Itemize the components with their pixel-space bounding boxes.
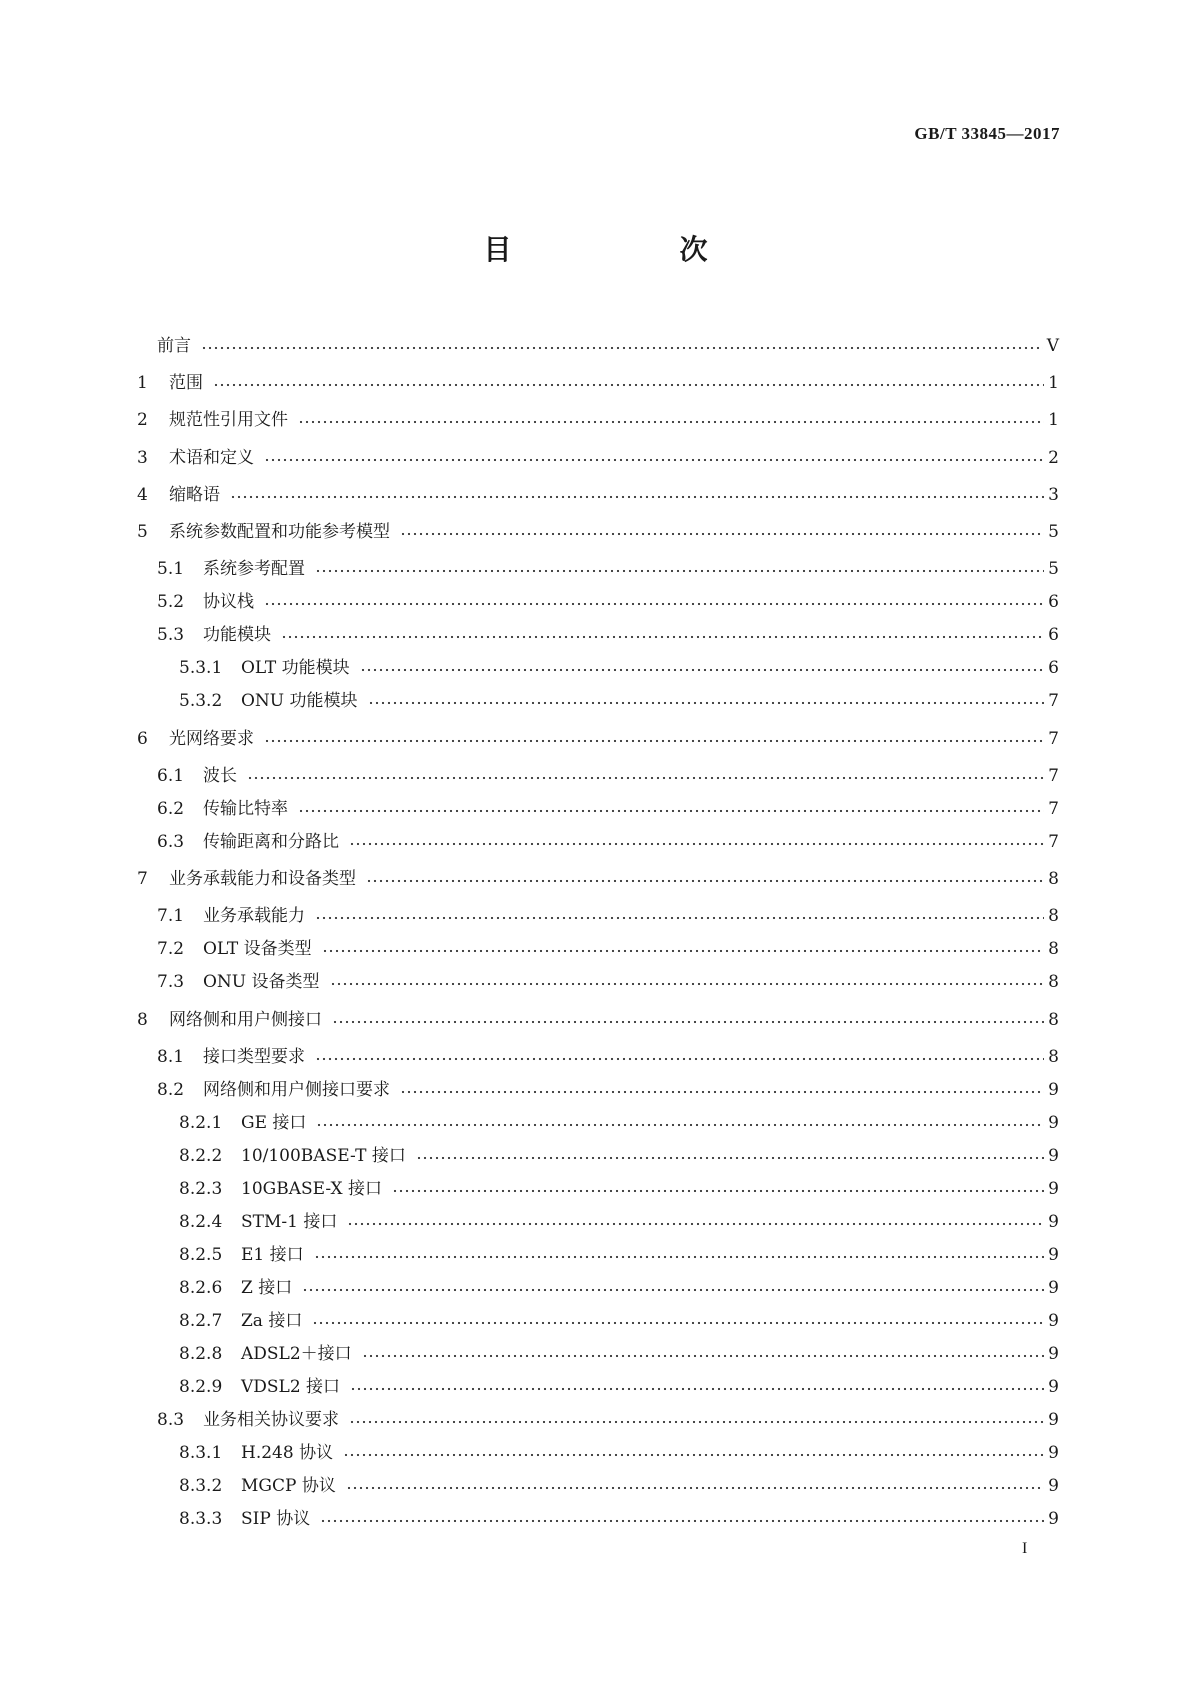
toc-row[interactable] <box>137 1309 1059 1333</box>
dot-leader <box>346 1474 1044 1498</box>
toc-number: 3 <box>137 448 148 468</box>
toc-entry-title: 10GBASE-X 接口 <box>241 1179 382 1199</box>
toc-page: 6 <box>1048 592 1059 612</box>
toc-number: 8.2.7 <box>179 1311 223 1331</box>
toc-entry-title: 系统参数配置和功能参考模型 <box>169 522 390 542</box>
toc-entry-title: STM-1 接口 <box>241 1212 338 1232</box>
toc-row[interactable] <box>137 1008 1059 1032</box>
toc-row[interactable] <box>137 1045 1059 1069</box>
toc-page: 9 <box>1048 1344 1059 1364</box>
toc-number: 5.1 <box>157 559 185 579</box>
dot-leader <box>264 727 1044 751</box>
toc-entry-title: 业务承载能力 <box>203 906 305 926</box>
toc-page: 9 <box>1048 1410 1059 1430</box>
toc-row[interactable] <box>137 590 1059 614</box>
toc-page: 7 <box>1048 832 1059 852</box>
toc-row[interactable] <box>137 446 1059 470</box>
toc-number: 8 <box>137 1010 148 1030</box>
toc-list <box>137 0 1059 1600</box>
toc-entry-title: E1 接口 <box>241 1245 304 1265</box>
toc-row[interactable] <box>137 904 1059 928</box>
standard-code: GB/T 33845—2017 <box>914 124 1060 143</box>
dot-leader <box>315 904 1044 928</box>
toc-number: 8.3.3 <box>179 1509 223 1529</box>
toc-entry-title: 范围 <box>169 373 203 393</box>
toc-entry-title: VDSL2 接口 <box>241 1377 341 1397</box>
toc-number: 7.2 <box>157 939 185 959</box>
dot-leader <box>360 656 1045 680</box>
toc-row[interactable] <box>137 1342 1059 1366</box>
toc-entry-title: ONU 设备类型 <box>203 972 320 992</box>
toc-number: 8.2.9 <box>179 1377 223 1397</box>
toc-page: 9 <box>1048 1146 1059 1166</box>
toc-row[interactable] <box>137 867 1059 891</box>
toc-page: 8 <box>1048 939 1059 959</box>
toc-row[interactable] <box>137 334 1059 358</box>
toc-number: 6.3 <box>157 832 185 852</box>
toc-row[interactable] <box>137 797 1059 821</box>
toc-page: 8 <box>1048 1047 1059 1067</box>
toc-entry-title: 接口类型要求 <box>203 1047 305 1067</box>
dot-leader <box>392 1177 1044 1201</box>
toc-row[interactable] <box>137 1144 1059 1168</box>
toc-row[interactable] <box>137 520 1059 544</box>
dot-leader <box>314 1243 1045 1267</box>
toc-row[interactable] <box>137 1375 1059 1399</box>
toc-number: 8.2.1 <box>179 1113 223 1133</box>
toc-row[interactable] <box>137 656 1059 680</box>
toc-entry-title: MGCP 协议 <box>241 1476 336 1496</box>
toc-page: 8 <box>1048 869 1059 889</box>
toc-number: 8.2 <box>157 1080 185 1100</box>
dot-leader <box>320 1507 1044 1531</box>
toc-entry-title: 波长 <box>203 766 237 786</box>
toc-number: 4 <box>137 485 148 505</box>
toc-row[interactable] <box>137 689 1059 713</box>
toc-number: 5.3 <box>157 625 185 645</box>
toc-number: 5.2 <box>157 592 185 612</box>
toc-page: 2 <box>1048 448 1059 468</box>
dot-leader <box>330 970 1045 994</box>
toc-page: 8 <box>1048 1010 1059 1030</box>
toc-entry-title: ADSL2＋接口 <box>241 1344 352 1364</box>
dot-leader <box>298 408 1044 432</box>
toc-page: 1 <box>1048 410 1059 430</box>
toc-number: 5.3.1 <box>179 658 223 678</box>
toc-page: 9 <box>1048 1443 1059 1463</box>
toc-number: 7 <box>137 869 148 889</box>
toc-page: 9 <box>1048 1377 1059 1397</box>
dot-leader <box>316 1111 1044 1135</box>
dot-leader <box>350 1375 1044 1399</box>
toc-row[interactable] <box>137 483 1059 507</box>
toc-page: 9 <box>1048 1113 1059 1133</box>
toc-row[interactable] <box>137 830 1059 854</box>
toc-page: 3 <box>1048 485 1059 505</box>
toc-page: 6 <box>1048 658 1059 678</box>
toc-entry-title: 10/100BASE-T 接口 <box>241 1146 406 1166</box>
toc-row[interactable] <box>137 1276 1059 1300</box>
toc-page: 9 <box>1048 1080 1059 1100</box>
toc-page: 9 <box>1048 1245 1059 1265</box>
toc-row[interactable] <box>137 371 1059 395</box>
toc-number: 7.1 <box>157 906 185 926</box>
toc-number: 8.1 <box>157 1047 185 1067</box>
toc-entry-title: OLT 设备类型 <box>203 939 312 959</box>
page-title: 目 次 <box>483 233 778 266</box>
toc-row[interactable] <box>137 764 1059 788</box>
toc-page: 7 <box>1048 729 1059 749</box>
dot-leader <box>349 830 1044 854</box>
dot-leader <box>368 689 1045 713</box>
toc-number: 6.1 <box>157 766 185 786</box>
toc-number: 8.2.6 <box>179 1278 223 1298</box>
toc-number: 6 <box>137 729 148 749</box>
dot-leader <box>349 1408 1044 1432</box>
toc-entry-title: 光网络要求 <box>169 729 254 749</box>
dot-leader <box>315 557 1044 581</box>
toc-page: 9 <box>1048 1311 1059 1331</box>
toc-row[interactable] <box>137 1177 1059 1201</box>
toc-page: 5 <box>1048 559 1059 579</box>
toc-entry-title: Z 接口 <box>241 1278 293 1298</box>
dot-leader <box>213 371 1044 395</box>
toc-number: 8.2.4 <box>179 1212 223 1232</box>
toc-number: 5.3.2 <box>179 691 223 711</box>
toc-page: 5 <box>1048 522 1059 542</box>
dot-leader <box>322 937 1045 961</box>
dot-leader <box>332 1008 1044 1032</box>
toc-entry-title: Za 接口 <box>241 1311 303 1331</box>
toc-page: V <box>1046 336 1059 356</box>
toc-number: 7.3 <box>157 972 185 992</box>
toc-entry-title: 系统参考配置 <box>203 559 305 579</box>
toc-row[interactable] <box>137 1243 1059 1267</box>
toc-page: 7 <box>1048 799 1059 819</box>
toc-page: 9 <box>1048 1212 1059 1232</box>
toc-entry-title: SIP 协议 <box>241 1509 311 1529</box>
toc-entry-title: GE 接口 <box>241 1113 307 1133</box>
toc-page: 9 <box>1048 1179 1059 1199</box>
toc-page: 9 <box>1048 1278 1059 1298</box>
dot-leader <box>302 1276 1044 1300</box>
dot-leader <box>343 1441 1044 1465</box>
toc-number: 8.3 <box>157 1410 185 1430</box>
toc-row[interactable] <box>137 623 1059 647</box>
toc-number: 6.2 <box>157 799 185 819</box>
dot-leader <box>230 483 1044 507</box>
toc-number: 8.3.2 <box>179 1476 223 1496</box>
toc-entry-title: 网络侧和用户侧接口要求 <box>203 1080 390 1100</box>
toc-entry-title: 术语和定义 <box>169 448 254 468</box>
toc-number: 8.2.8 <box>179 1344 223 1364</box>
dot-leader <box>347 1210 1044 1234</box>
toc-page: 6 <box>1048 625 1059 645</box>
dot-leader <box>315 1045 1044 1069</box>
dot-leader <box>264 446 1044 470</box>
dot-leader <box>312 1309 1044 1333</box>
toc-number: 8.2.2 <box>179 1146 223 1166</box>
toc-row[interactable] <box>137 1408 1059 1432</box>
dot-leader <box>416 1144 1044 1168</box>
dot-leader <box>201 334 1043 358</box>
toc-number: 8.3.1 <box>179 1443 223 1463</box>
toc-page: 1 <box>1048 373 1059 393</box>
toc-entry-title: 业务承载能力和设备类型 <box>169 869 356 889</box>
toc-entry-title: H.248 协议 <box>241 1443 334 1463</box>
toc-entry-title: 前言 <box>157 336 191 356</box>
dot-leader <box>281 623 1044 647</box>
toc-row[interactable] <box>137 408 1059 432</box>
toc-number: 2 <box>137 410 148 430</box>
dot-leader <box>264 590 1044 614</box>
toc-number: 8.2.5 <box>179 1245 223 1265</box>
page-number: I <box>1022 1540 1028 1557</box>
toc-row[interactable] <box>137 1111 1059 1135</box>
toc-entry-title: 规范性引用文件 <box>169 410 288 430</box>
toc-entry-title: 缩略语 <box>169 485 220 505</box>
toc-row[interactable] <box>137 1507 1059 1531</box>
toc-row[interactable] <box>137 937 1059 961</box>
toc-page: 8 <box>1048 906 1059 926</box>
toc-entry-title: 传输比特率 <box>203 799 288 819</box>
toc-entry-title: 业务相关协议要求 <box>203 1410 339 1430</box>
toc-entry-title: 协议栈 <box>203 592 254 612</box>
toc-entry-title: 功能模块 <box>203 625 271 645</box>
dot-leader <box>298 797 1044 821</box>
toc-page: 7 <box>1048 691 1059 711</box>
toc-number: 5 <box>137 522 148 542</box>
dot-leader <box>362 1342 1045 1366</box>
toc-number: 8.2.3 <box>179 1179 223 1199</box>
toc-page: 7 <box>1048 766 1059 786</box>
toc-row[interactable] <box>137 970 1059 994</box>
toc-entry-title: OLT 功能模块 <box>241 658 350 678</box>
toc-row[interactable] <box>137 727 1059 751</box>
toc-entry-title: ONU 功能模块 <box>241 691 358 711</box>
toc-row[interactable] <box>137 557 1059 581</box>
toc-entry-title: 传输距离和分路比 <box>203 832 339 852</box>
toc-row[interactable] <box>137 1474 1059 1498</box>
toc-row[interactable] <box>137 1210 1059 1234</box>
toc-row[interactable] <box>137 1078 1059 1102</box>
toc-entry-title: 网络侧和用户侧接口 <box>169 1010 322 1030</box>
dot-leader <box>247 764 1044 788</box>
toc-page: 9 <box>1048 1476 1059 1496</box>
dot-leader <box>400 1078 1044 1102</box>
dot-leader <box>366 867 1044 891</box>
toc-page: 8 <box>1048 972 1059 992</box>
toc-page: 9 <box>1048 1509 1059 1529</box>
dot-leader <box>400 520 1044 544</box>
toc-row[interactable] <box>137 1441 1059 1465</box>
toc-number: 1 <box>137 373 148 393</box>
